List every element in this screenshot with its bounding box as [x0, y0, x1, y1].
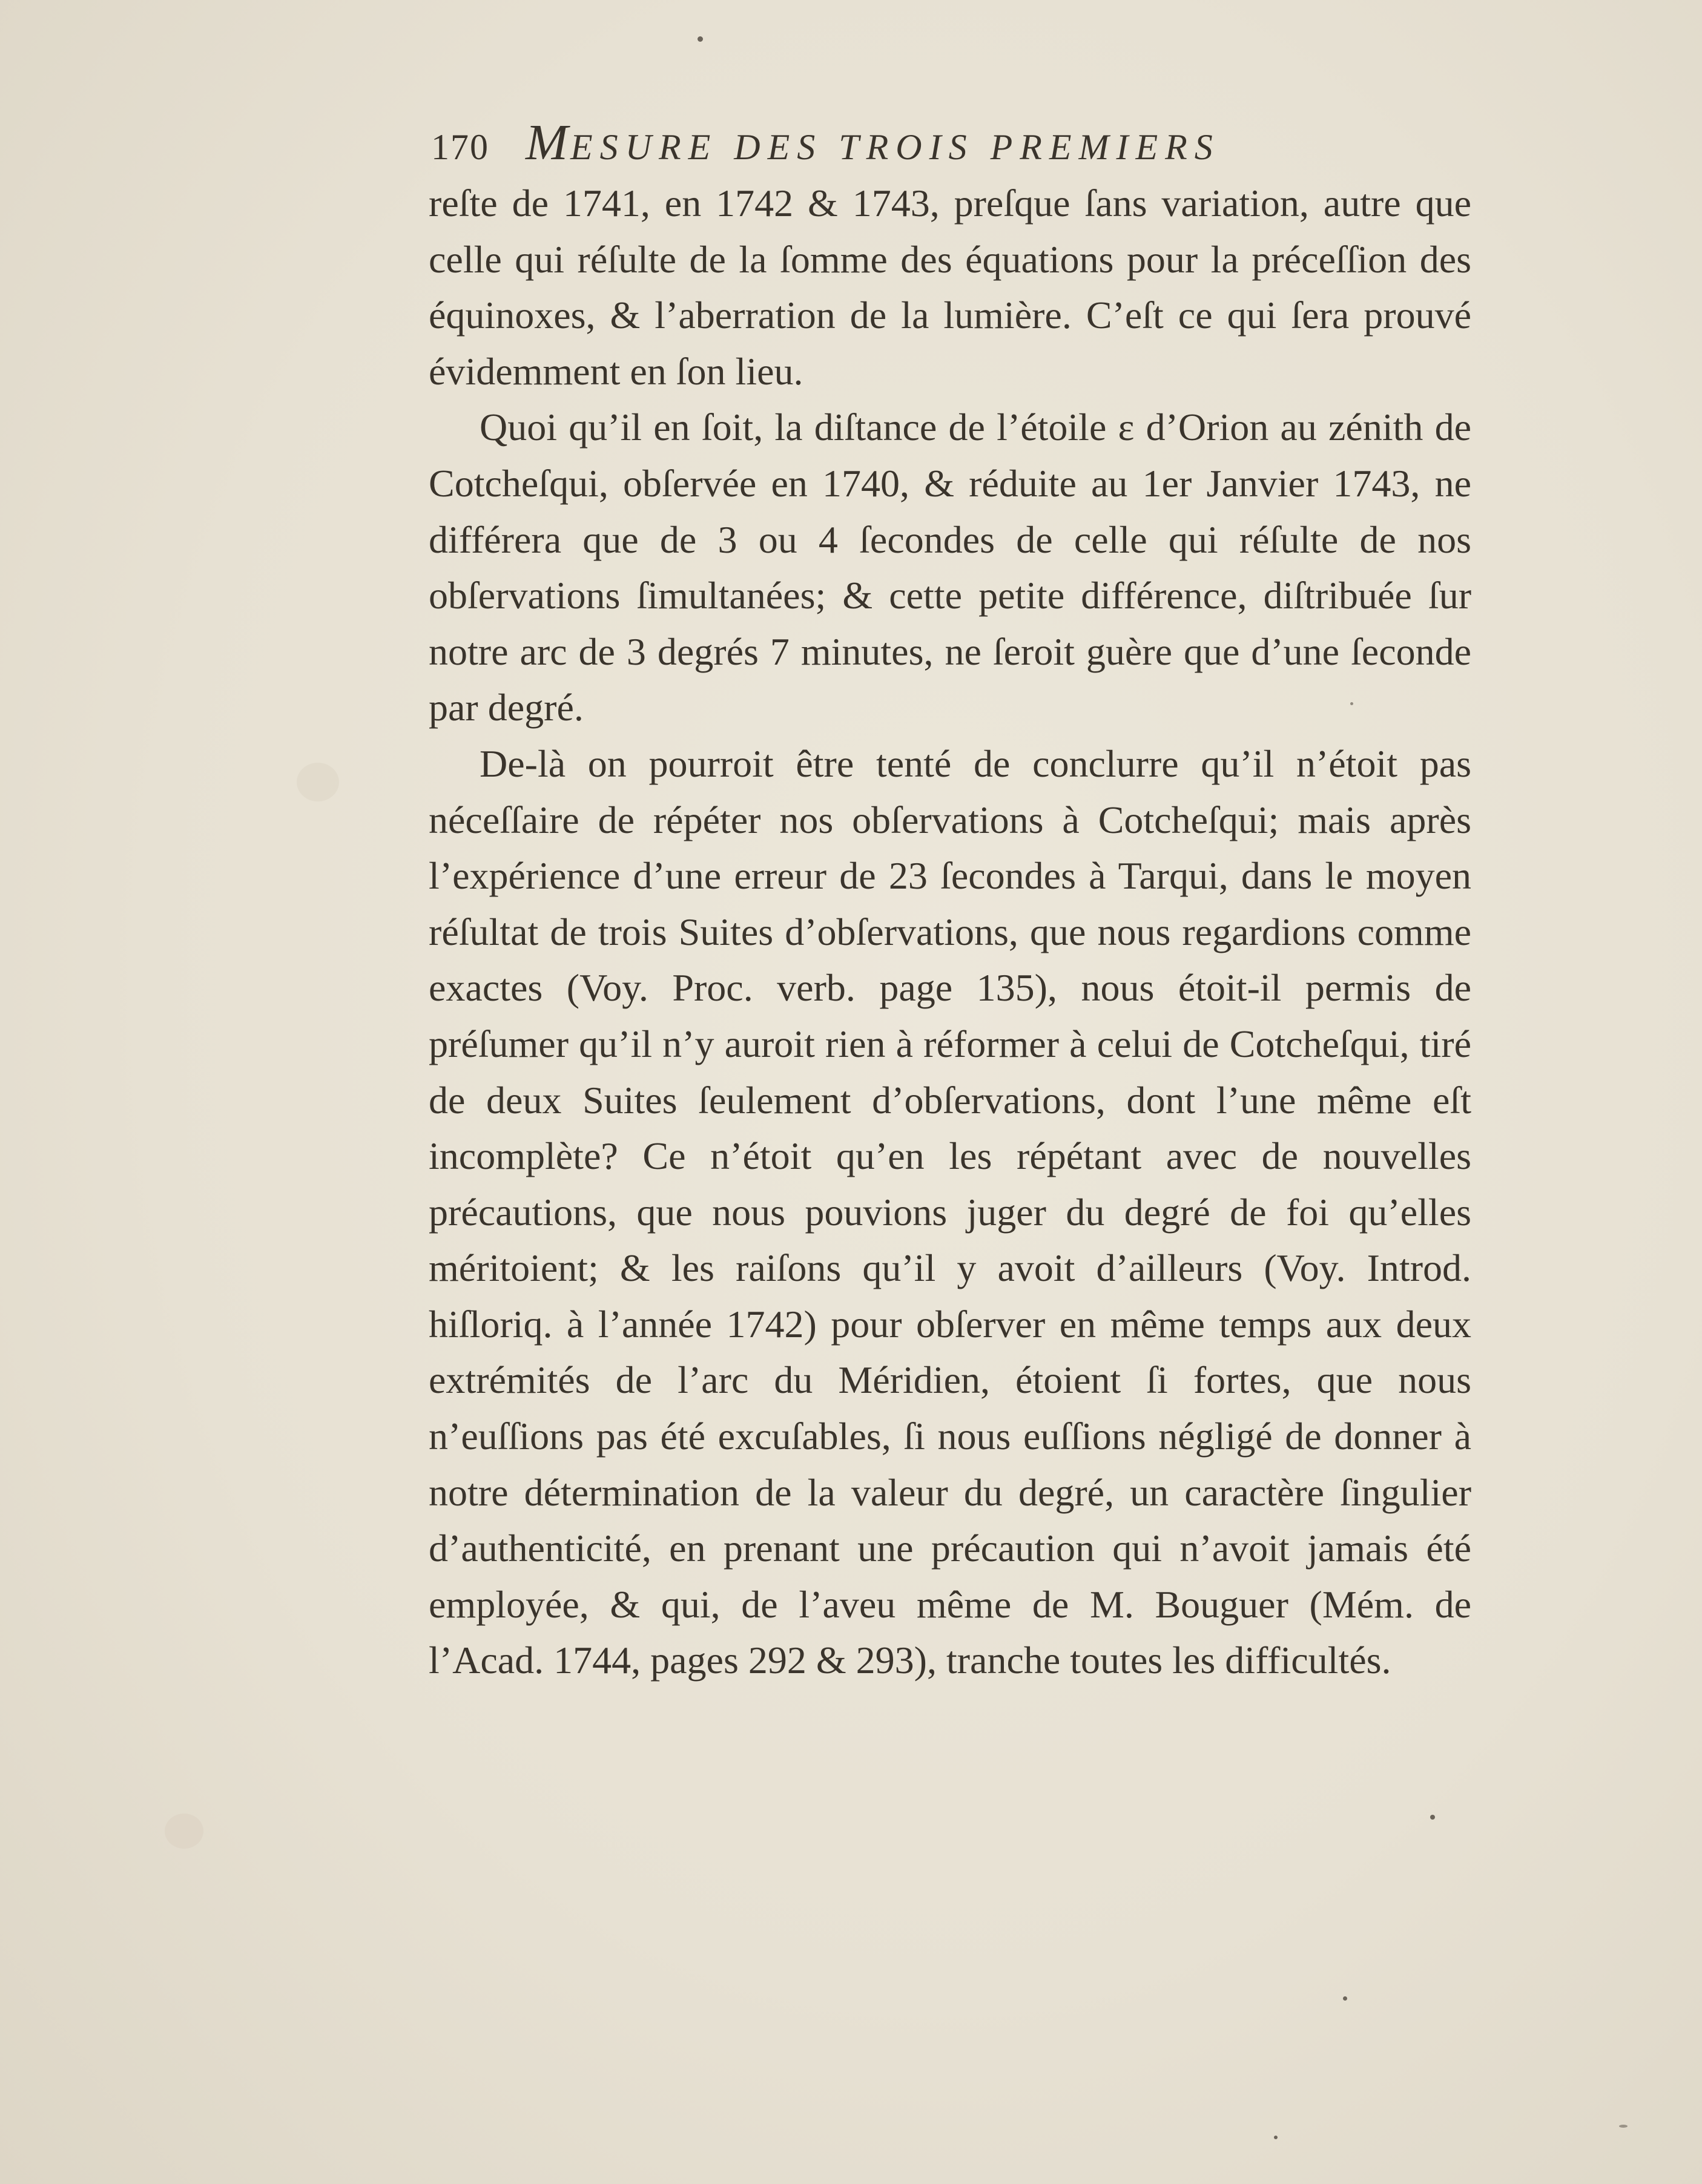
- paper-stain: [297, 763, 339, 801]
- ink-speck: [1343, 1996, 1347, 2001]
- ink-speck: [1430, 1815, 1435, 1820]
- ink-speck: [1274, 2136, 1278, 2139]
- paper-stain: [165, 1814, 203, 1849]
- body-text: [429, 176, 1471, 1689]
- running-title: ESURE DES TROIS PREMIERS: [570, 127, 1220, 167]
- paragraph-1: reſte de 1741, en 1742 & 1743, preſque ſans variation, autre que celle qui réſulte de la ſomme des équations pour la préceſſion des équinoxes, & l’aberration de la lumière. C’eſt ce qui ſera prouvé évidemment en ſon lieu.: [429, 182, 1471, 393]
- page-number: 170: [431, 127, 489, 167]
- paragraph-3: De-là on pourroit être tenté de conclurre qu’il n’étoit pas néceſſaire de répéter nos obſervations à Cotcheſqui; mais après l’expérience d’une erreur de 23 ſecondes à Tarqui, dans le moyen réſultat de trois Suites d’obſervations, que nous regardions comme exactes (Voy. Proc. verb. page 135), nous étoit-il permis de préſumer qu’il n’y auroit rien à réformer à celui de Cotcheſqui, tiré de deux Suites ſeulement d’obſervations, dont l’une même eſt incomplète? Ce n’étoit qu’en les répétant avec de nouvelles précautions, que nous pouvions juger du degré de foi qu’elles méritoient; & les raiſons qu’il y avoit d’ailleurs (Voy. Introd. hiſloriq. à l’année 1742) pour obſerver en même temps aux deux extrémités de l’arc du Méridien, étoient ſi fortes, que nous n’euſſions pas été excuſables, ſi nous euſſions négligé de donner à notre détermination de la valeur du degré, un caractère ſingulier d’authenticité, en prenant une précaution qui n’avoit jamais été employée, & qui, de l’aveu même de M. Bouguer (Mém. de l’Acad. 1744, pages 292 & 293), tranche toutes les difficultés.: [429, 742, 1471, 1682]
- paragraph-2: Quoi qu’il en ſoit, la diſtance de l’étoile ε d’Orion au zénith de Cotcheſqui, obſervée en 1740, & réduite au 1er Janvier 1743, ne différera que de 3 ou 4 ſecondes de celle qui réſulte de nos obſervations ſimultanées; & cette petite différence, diſtribuée ſur notre arc de 3 degrés 7 minutes, ne ſeroit guère que d’une ſeconde par degré.: [429, 406, 1471, 729]
- running-title-initial: M: [526, 114, 570, 171]
- running-head: [431, 113, 1473, 173]
- ink-speck: [1350, 702, 1353, 705]
- ink-speck: [1619, 2125, 1628, 2128]
- ink-speck: [698, 36, 703, 42]
